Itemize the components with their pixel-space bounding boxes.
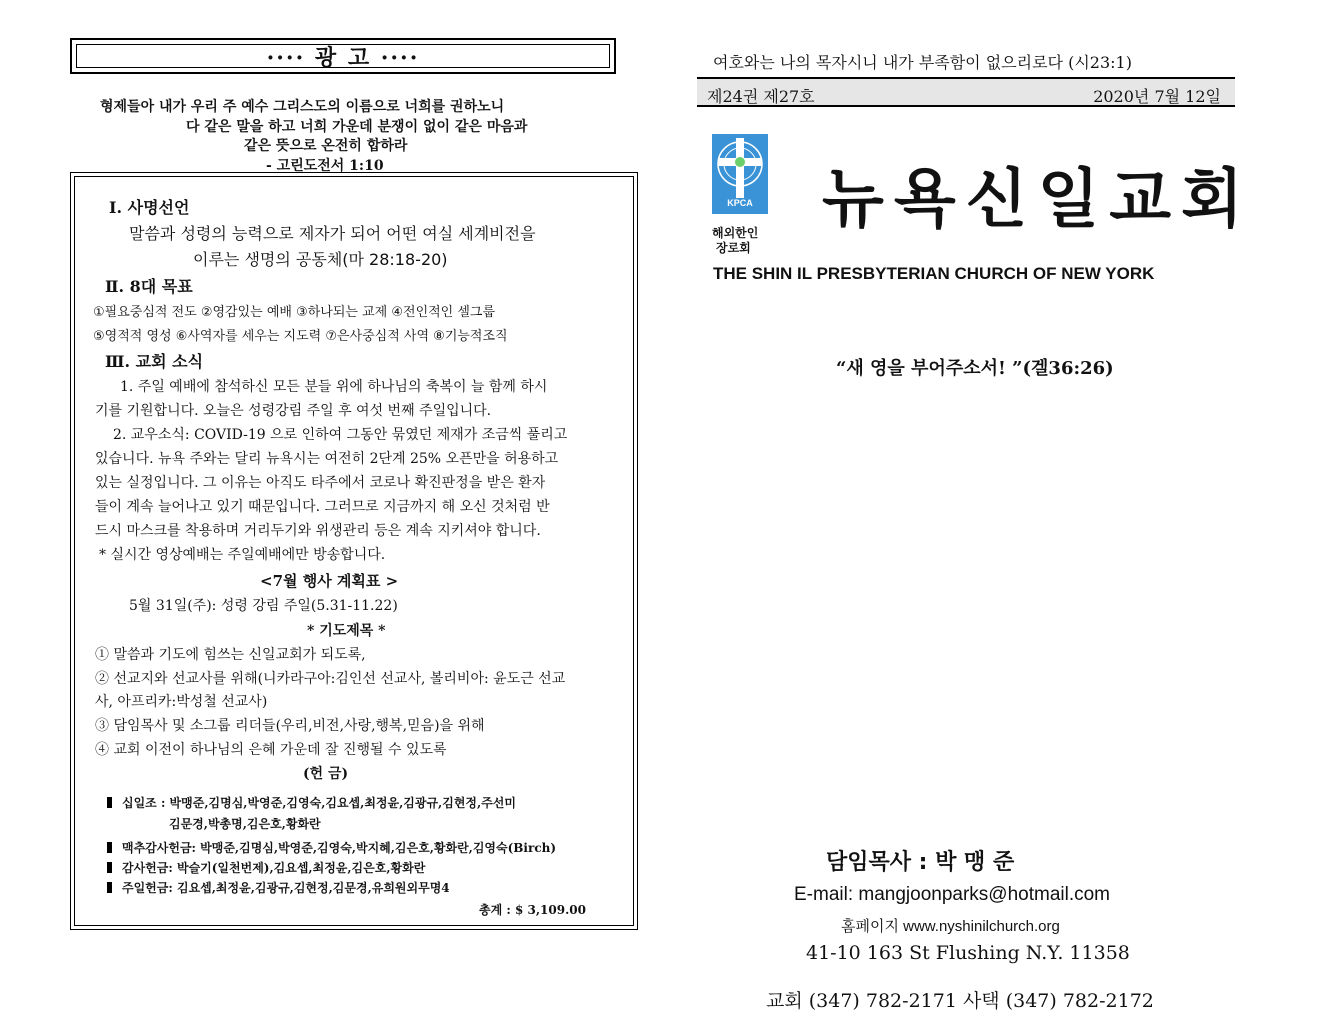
verse-line-2: 다 같은 말을 하고 너희 가운데 분쟁이 없이 같은 마음과 [186, 119, 528, 135]
mission-line-1: 말씀과 성령의 능력으로 제자가 되어 어떤 여실 세계비전을 [129, 224, 536, 243]
denomination-line-2: 장로회 [716, 241, 751, 255]
offering-sunday-text: 주일헌금: 김요셉,최정윤,김광규,김현정,김문경,유희원외무명4 [122, 881, 450, 895]
offering-total: 총계 : $ 3,109.00 [479, 903, 586, 917]
email-address[interactable]: E-mail: mangjoonparks@hotmail.com [794, 884, 1111, 905]
news-line-3: 2. 교우소식: COVID-19 으로 인하여 그동안 묶였던 제재가 조금씩 풀리고 [113, 427, 568, 443]
offering-thanks-text: 감사헌금: 박슬기(일천번제),김요셉,최정윤,김은호,황화란 [122, 861, 426, 875]
mission-line-2: 이루는 생명의 공동체(마 28:18-20) [193, 250, 448, 269]
offering-tithe [107, 794, 516, 811]
bullet-square-icon [107, 797, 112, 808]
news-line-7: 드시 마스크를 착용하며 거리두기와 위생관리 등은 계속 지키셔야 합니다. [95, 523, 541, 539]
schedule-title: <7월 행사 계획표 > [260, 572, 399, 590]
psalm-verse: 여호와는 나의 목자시니 내가 부족함이 없으리로다 (시23:1) [713, 53, 1132, 72]
offering-title: (헌 금) [303, 766, 349, 782]
issue-bar [697, 77, 1235, 107]
bullet-square-icon [107, 842, 112, 853]
senior-pastor: 담임목사 : 박 맹 준 [826, 850, 1015, 875]
goals-heading: Ⅱ. 8대 목표 [105, 277, 193, 296]
denomination-line-1: 해외한인 [712, 226, 759, 240]
bullet-square-icon [107, 882, 112, 893]
prayer-line-3: 사, 아프리카:박성철 선교사) [95, 694, 268, 710]
goals-line-2: ⑤영적적 영성 ⑥사역자를 세우는 지도력 ⑦은사중심적 사역 ⑧기능적조직 [93, 329, 508, 344]
offering-harvest-text: 맥추감사헌금: 박맹준,김명심,박영준,김영숙,박지혜,김은호,황화란,김영숙(Birch) [122, 841, 557, 855]
homepage-url[interactable]: 홈페이지 www.nyshinilchurch.org [841, 918, 1060, 935]
logo-text: KPCA [727, 198, 753, 208]
offering-harvest [107, 839, 556, 856]
goals-line-1: ①필요중심적 전도 ②영감있는 예배 ③하나되는 교제 ④전인적인 셀그룹 [93, 305, 496, 320]
announcement-box-inner [74, 176, 634, 926]
prayer-line-1: ① 말씀과 기도에 힘쓰는 신일교회가 되도록, [95, 647, 366, 663]
offering-thanks [107, 859, 425, 876]
schedule-item: 5월 31일(주): 성령 강림 주일(5.31-11.22) [129, 598, 398, 614]
news-line-1: 1. 주일 예배에 참석하신 모든 분들 위에 하나님의 축복이 늘 함께 하시 [120, 379, 548, 395]
announcement-box [70, 172, 638, 930]
ad-title: ···· 광 고 ···· [266, 44, 420, 71]
prayer-line-5: ④ 교회 이전이 하나님의 은혜 가운데 잘 진행될 수 있도록 [95, 742, 447, 758]
volume-number: 제24권 제27호 [707, 87, 815, 106]
phone-numbers: 교회 (347) 782-2171 사택 (347) 782-2172 [766, 990, 1154, 1012]
verse-reference: - 고린도전서 1:10 [266, 158, 384, 174]
offering-sunday [107, 879, 450, 896]
kpca-logo [712, 134, 768, 214]
news-line-4: 있습니다. 뉴욕 주와는 달리 뉴욕시는 여전히 2단계 25% 오픈만을 허용하고 [95, 451, 559, 467]
church-name-english: THE SHIN IL PRESBYTERIAN CHURCH OF NEW YORK [713, 264, 1155, 283]
offering-tithe-cont: 김문경,박총명,김은호,황화란 [169, 817, 321, 831]
mission-heading: Ⅰ. 사명선언 [109, 198, 190, 217]
verse-line-1: 형제들아 내가 우리 주 예수 그리스도의 이름으로 너희를 권하노니 [100, 99, 505, 115]
news-line-5: 있는 실정입니다. 그 이유는 아직도 타주에서 코로나 확진판정을 받은 환자 [95, 475, 546, 491]
church-address: 41-10 163 St Flushing N.Y. 11358 [806, 942, 1130, 964]
verse-line-3: 같은 뜻으로 온전히 합하라 [244, 138, 408, 154]
denomination [712, 226, 758, 256]
offering-tithe-text: 십일조 : 박맹준,김명심,박영준,김영숙,김요셉,최정윤,김광규,김현정,주선미 [122, 796, 516, 810]
bullet-square-icon [107, 862, 112, 873]
church-name-korean: 뉴욕신일교회 [822, 162, 1253, 237]
news-line-8: * 실시간 영상예배는 주일예배에만 방송합니다. [99, 547, 386, 563]
news-heading: Ⅲ. 교회 소식 [105, 352, 204, 371]
issue-date: 2020년 7월 12일 [1093, 87, 1221, 106]
prayer-line-2: ② 선교지와 선교사를 위해(니카라구아:김인선 선교사, 볼리비아: 윤도근 선교 [95, 671, 566, 687]
news-line-2: 기를 기원합니다. 오늘은 성령강림 주일 후 여섯 번째 주일입니다. [95, 403, 492, 419]
news-line-6: 들이 계속 늘어나고 있기 때문입니다. 그러므로 지금까지 해 오신 것처럼 반 [95, 499, 550, 515]
theme-verse: “새 영을 부어주소서! ”(겔36:26) [836, 358, 1114, 379]
prayer-title: * 기도제목 * [307, 623, 386, 639]
ad-title-box [70, 38, 616, 74]
prayer-line-4: ③ 담임목사 및 소그룹 리더들(우리,비전,사랑,행복,믿음)을 위해 [95, 718, 485, 734]
